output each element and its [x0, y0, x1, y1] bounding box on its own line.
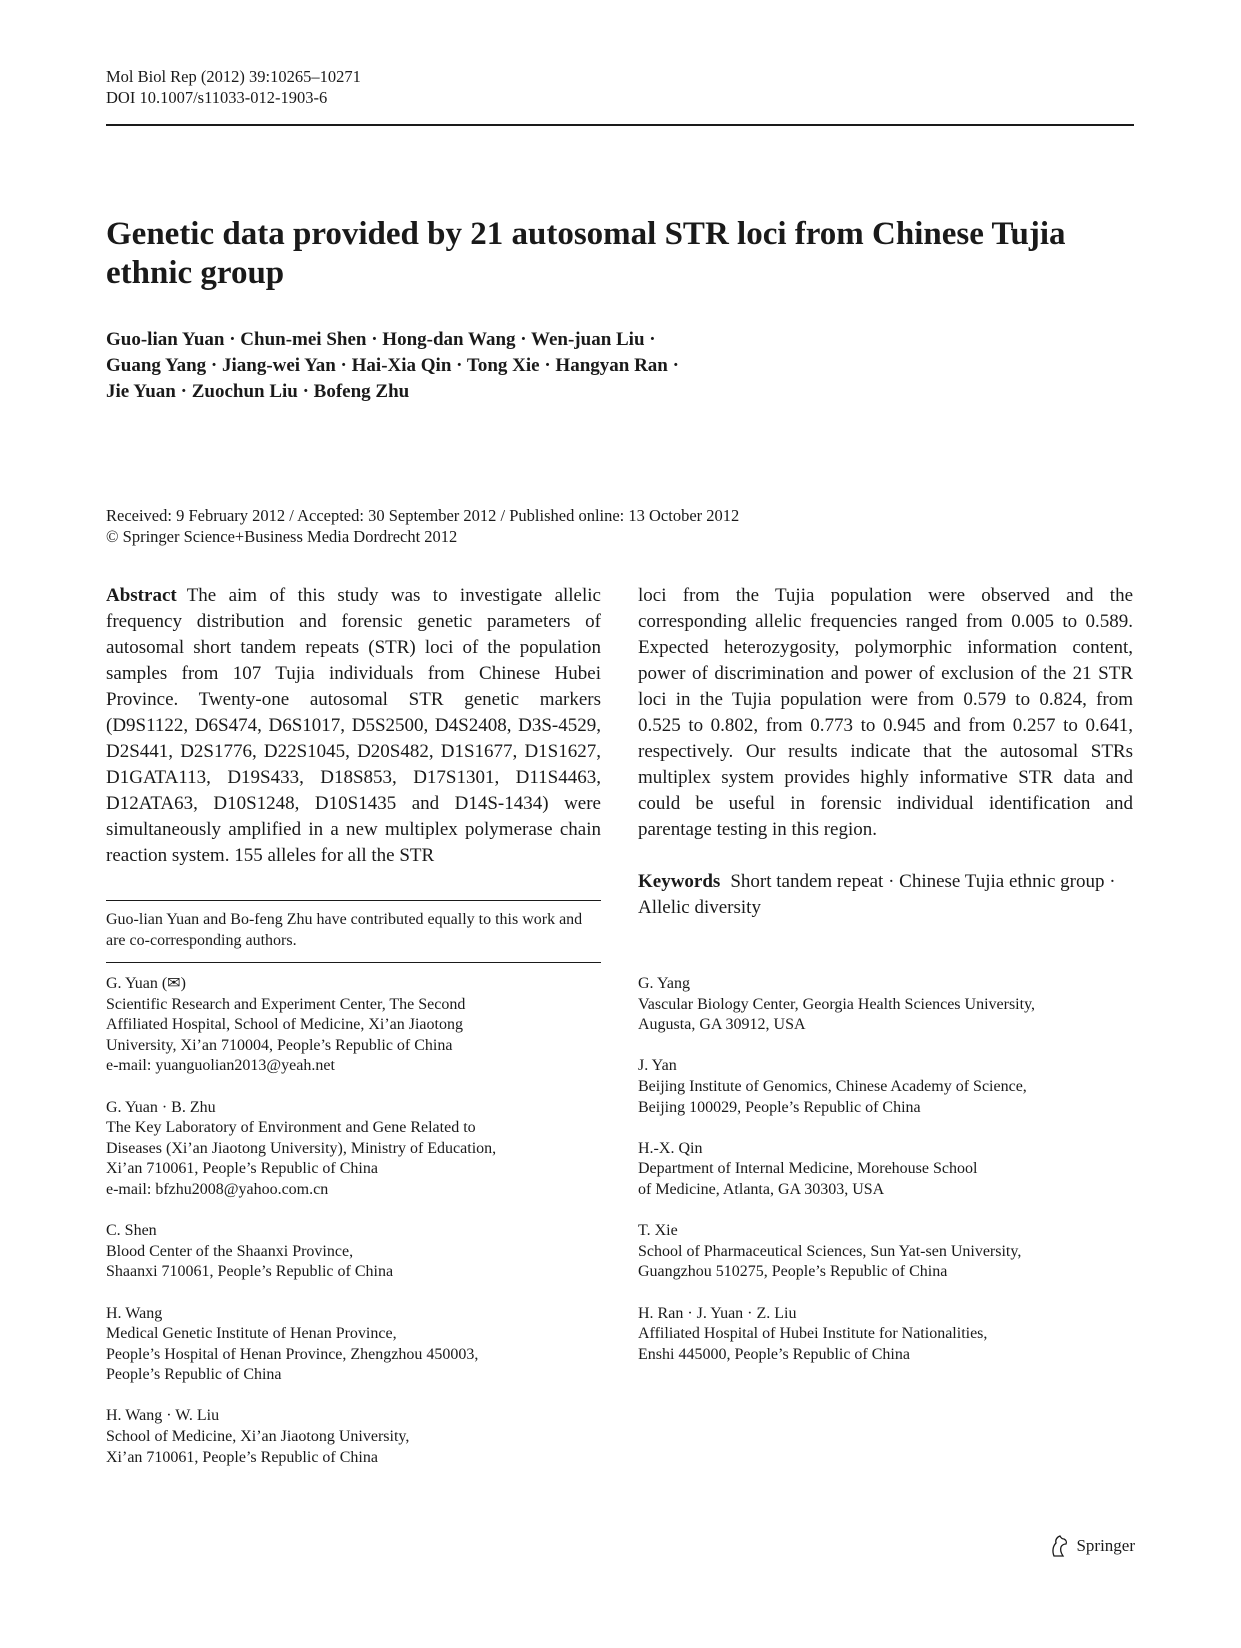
journal-header	[106, 66, 361, 108]
footnote-rule-bottom	[106, 962, 601, 963]
publisher-logo	[1048, 1534, 1135, 1558]
affiliation-name: G. Yang	[638, 975, 691, 992]
affiliation-name: T. Xie	[638, 1222, 678, 1240]
footnote: Guo-lian Yuan and Bo-feng Zhu have contributed equally to this work and are co-corresponding authors.	[106, 911, 583, 949]
abstract-right-column	[638, 583, 1133, 843]
affiliation-line: Xi’an 710061, People’s Republic of China	[106, 1160, 378, 1178]
affiliation-line: Blood Center of the Shaanxi Province,	[106, 1242, 354, 1260]
author-line: Guang Yang · Jiang-wei Yan · Hai-Xia Qin · Tong Xie · Hangyan Ran ·	[106, 355, 679, 376]
publisher-name: Springer	[1076, 1536, 1135, 1555]
affiliation-line: Beijing Institute of Genomics, Chinese Academy of Science,	[638, 1077, 1027, 1095]
affiliation-line: Affiliated Hospital of Hubei Institute for Nationalities,	[638, 1325, 988, 1343]
affiliation-name: H. Ran · J. Yuan · Z. Liu	[638, 1304, 797, 1322]
affiliation-block	[106, 1098, 601, 1201]
affiliation-block	[106, 1406, 601, 1468]
affiliation-line: School of Medicine, Xi’an Jiaotong University,	[106, 1428, 410, 1446]
affiliation-line: Guangzhou 510275, People’s Republic of China	[638, 1263, 948, 1281]
affiliation-line: of Medicine, Atlanta, GA 30303, USA	[638, 1180, 885, 1198]
affiliation-line: Medical Genetic Institute of Henan Province,	[106, 1325, 397, 1343]
copyright-line: © Springer Science+Business Media Dordrecht 2012	[106, 527, 458, 546]
author-list	[106, 327, 846, 405]
abstract-left-column	[106, 583, 601, 869]
affiliation-line: Enshi 445000, People’s Republic of China	[638, 1345, 910, 1363]
affiliation-block	[106, 974, 601, 1077]
publication-dates	[106, 505, 739, 547]
affiliation-line: e-mail: yuanguolian2013@yeah.net	[106, 1057, 335, 1075]
affiliation-block	[638, 1056, 1133, 1118]
affiliation-name: H.-X. Qin	[638, 1139, 703, 1157]
affiliation-line: People’s Hospital of Henan Province, Zhengzhou 450003,	[106, 1345, 479, 1363]
dates-line: Received: 9 February 2012 / Accepted: 30 September 2012 / Published online: 13 October 2012	[106, 506, 740, 525]
affiliations-left	[106, 974, 601, 1489]
affiliation-line: Vascular Biology Center, Georgia Health Sciences University,	[638, 995, 1036, 1013]
affiliation-line: Shaanxi 710061, People’s Republic of China	[106, 1263, 394, 1281]
abstract-text-left: The aim of this study was to investigate allelic frequency distribution and forensic genetic parameters of autosomal short tandem repeats (STR) loci of the population samples from 107 Tujia individuals from Chinese Hubei Province. Twenty-one autosomal STR genetic markers (D9S1122, D6S474, D6S1017, D5S2500, D4S2408, D3S-4529, D2S441, D2S1776, D22S1045, D20S482, D1S1677, D1S1627, D1GATA113, D19S433, D18S853, D17S1301, D11S4463, D12ATA63, D10S1248, D10S1435 and D14S-1434) were simultaneously amplified in a new multiplex polymerase chain reaction system. 155 alleles for all the STR	[106, 585, 601, 866]
keywords-text: Short tandem repeat · Chinese Tujia ethnic group · Allelic diversity	[638, 871, 1116, 918]
header-rule	[106, 124, 1134, 126]
affiliation-line: Department of Internal Medicine, Morehouse School	[638, 1160, 978, 1178]
doi[interactable]: DOI 10.1007/s11033-012-1903-6	[106, 88, 328, 107]
affiliation-name: J. Yan	[638, 1057, 677, 1075]
affiliation-block	[106, 1304, 601, 1386]
affiliation-name: H. Wang · W. Liu	[106, 1407, 220, 1425]
affiliations-right	[638, 974, 1133, 1386]
springer-horse-icon	[1048, 1534, 1070, 1558]
keywords-label: Keywords	[638, 871, 721, 892]
affiliation-block	[638, 974, 1133, 1036]
affiliation-line: Xi’an 710061, People’s Republic of China	[106, 1448, 378, 1466]
affiliation-name: H. Wang	[106, 1304, 163, 1322]
affiliation-name: G. Yuan (✉)	[106, 975, 186, 992]
affiliation-line: Scientific Research and Experiment Center, The Second	[106, 995, 466, 1013]
affiliation-name: C. Shen	[106, 1222, 157, 1240]
footnote-rule-top	[106, 900, 601, 901]
affiliation-name: G. Yuan · B. Zhu	[106, 1098, 216, 1116]
keywords	[638, 869, 1133, 921]
affiliation-line: Beijing 100029, People’s Republic of China	[638, 1098, 921, 1116]
abstract-text-right: loci from the Tujia population were observed and the corresponding allelic frequencies ranged from 0.005 to 0.589. Expected heterozygosity, polymorphic information content, power of discrimination and power of exclusion of the 21 STR loci in the Tujia population were from 0.579 to 0.824, from 0.525 to 0.802, from 0.773 to 0.945 and from 0.257 to 0.641, respectively. Our results indicate that the autosomal STRs multiplex system provides highly informative STR data and could be useful in forensic individual identification and parentage testing in this region.	[638, 585, 1133, 840]
affiliation-block	[638, 1304, 1133, 1366]
affiliation-line: Affiliated Hospital, School of Medicine, Xi’an Jiaotong	[106, 1016, 463, 1034]
abstract-label: Abstract	[106, 585, 177, 606]
author-line: Guo-lian Yuan · Chun-mei Shen · Hong-dan Wang · Wen-juan Liu ·	[106, 329, 656, 350]
affiliation-block	[638, 1139, 1133, 1201]
affiliation-line: School of Pharmaceutical Sciences, Sun Yat-sen University,	[638, 1242, 1022, 1260]
affiliation-line: People’s Republic of China	[106, 1366, 282, 1384]
affiliation-block	[106, 1221, 601, 1283]
affiliation-line: The Key Laboratory of Environment and Gene Related to	[106, 1119, 476, 1137]
author-line: Jie Yuan · Zuochun Liu · Bofeng Zhu	[106, 381, 410, 402]
affiliation-line: University, Xi’an 710004, People’s Republic of China	[106, 1036, 453, 1054]
article-title: Genetic data provided by 21 autosomal STR loci from Chinese Tujia ethnic group	[106, 216, 1066, 291]
affiliation-line: Augusta, GA 30912, USA	[638, 1016, 806, 1034]
affiliation-line: e-mail: bfzhu2008@yahoo.com.cn	[106, 1180, 329, 1198]
affiliation-line: Diseases (Xi’an Jiaotong University), Ministry of Education,	[106, 1139, 497, 1157]
affiliation-block	[638, 1221, 1133, 1283]
journal-citation: Mol Biol Rep (2012) 39:10265–10271	[106, 67, 361, 86]
